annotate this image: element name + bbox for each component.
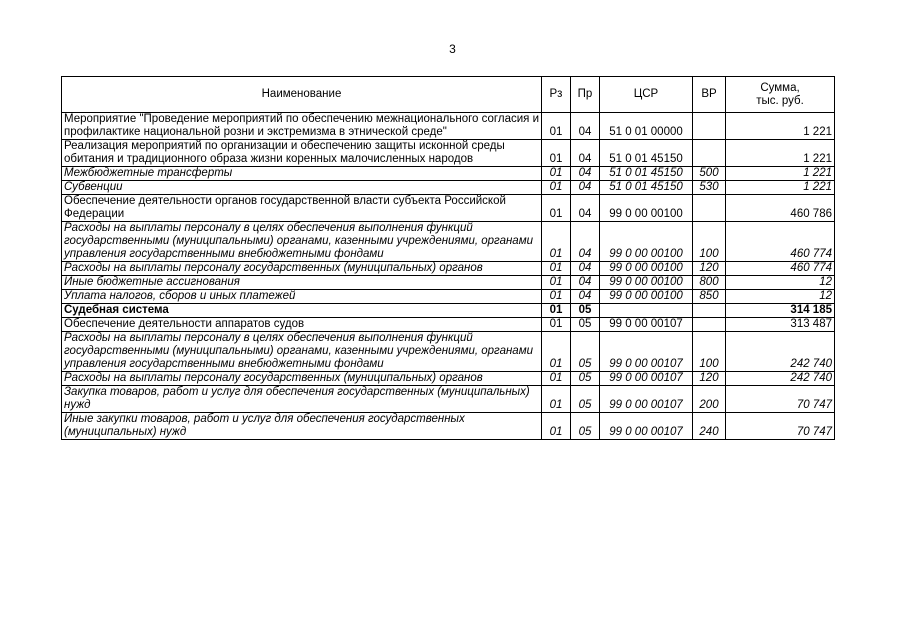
cell-rz: 01	[542, 304, 571, 318]
cell-name: Расходы на выплаты персоналу государственных (муниципальных) органов	[62, 372, 542, 386]
cell-pr: 04	[571, 195, 600, 222]
cell-sum: 242 740	[726, 372, 835, 386]
cell-rz: 01	[542, 386, 571, 413]
cell-rz: 01	[542, 413, 571, 440]
cell-rz: 01	[542, 262, 571, 276]
header-rz: Рз	[542, 77, 571, 113]
table-row	[62, 304, 835, 318]
cell-pr: 05	[571, 304, 600, 318]
cell-csr: 99 0 00 00100	[600, 262, 693, 276]
cell-vr: 850	[693, 290, 726, 304]
cell-rz: 01	[542, 181, 571, 195]
cell-rz: 01	[542, 167, 571, 181]
cell-pr: 05	[571, 332, 600, 372]
cell-sum: 460 774	[726, 222, 835, 262]
cell-sum: 242 740	[726, 332, 835, 372]
cell-csr: 99 0 00 00107	[600, 332, 693, 372]
table-row	[62, 140, 835, 167]
cell-rz: 01	[542, 113, 571, 140]
table-row	[62, 181, 835, 195]
cell-vr: 200	[693, 386, 726, 413]
cell-vr: 500	[693, 167, 726, 181]
cell-pr: 04	[571, 276, 600, 290]
table-row	[62, 113, 835, 140]
cell-csr: 99 0 00 00100	[600, 195, 693, 222]
header-vr: ВР	[693, 77, 726, 113]
cell-pr: 04	[571, 140, 600, 167]
cell-sum: 1 221	[726, 113, 835, 140]
cell-name: Обеспечение деятельности органов государственной власти субъекта Российской Федерации	[62, 195, 542, 222]
cell-name: Расходы на выплаты персоналу в целях обеспечения выполнения функций государственными (муниципальными) органами, казенными учреждениями, органами управления государственными внебюджетными фондами	[62, 332, 542, 372]
cell-vr	[693, 304, 726, 318]
table-row	[62, 195, 835, 222]
cell-pr: 04	[571, 262, 600, 276]
cell-rz: 01	[542, 290, 571, 304]
cell-pr: 04	[571, 113, 600, 140]
cell-sum: 70 747	[726, 386, 835, 413]
table-row	[62, 332, 835, 372]
table-row	[62, 167, 835, 181]
cell-name: Судебная система	[62, 304, 542, 318]
cell-pr: 05	[571, 318, 600, 332]
cell-sum: 313 487	[726, 318, 835, 332]
cell-vr: 100	[693, 332, 726, 372]
table-row	[62, 372, 835, 386]
cell-csr: 51 0 01 45150	[600, 167, 693, 181]
budget-table	[61, 76, 835, 440]
cell-csr: 99 0 00 00100	[600, 222, 693, 262]
cell-name: Межбюджетные трансферты	[62, 167, 542, 181]
cell-vr: 120	[693, 262, 726, 276]
cell-vr	[693, 318, 726, 332]
cell-vr: 240	[693, 413, 726, 440]
table-row	[62, 413, 835, 440]
cell-rz: 01	[542, 140, 571, 167]
cell-csr: 51 0 01 00000	[600, 113, 693, 140]
table-header-row	[62, 77, 835, 113]
cell-csr: 51 0 01 45150	[600, 181, 693, 195]
header-name: Наименование	[62, 77, 542, 113]
header-sum-line2: тыс. руб.	[756, 94, 804, 107]
table-body	[62, 113, 835, 440]
cell-vr	[693, 113, 726, 140]
cell-vr: 530	[693, 181, 726, 195]
cell-csr: 99 0 00 00107	[600, 386, 693, 413]
cell-csr: 99 0 00 00107	[600, 318, 693, 332]
cell-csr: 51 0 01 45150	[600, 140, 693, 167]
table-row	[62, 262, 835, 276]
cell-sum: 1 221	[726, 167, 835, 181]
cell-sum: 12	[726, 290, 835, 304]
cell-csr: 99 0 00 00100	[600, 276, 693, 290]
cell-sum: 1 221	[726, 140, 835, 167]
cell-rz: 01	[542, 372, 571, 386]
cell-vr: 100	[693, 222, 726, 262]
cell-name: Уплата налогов, сборов и иных платежей	[62, 290, 542, 304]
table-row	[62, 290, 835, 304]
cell-name: Субвенции	[62, 181, 542, 195]
cell-csr	[600, 304, 693, 318]
page-number: 3	[449, 42, 456, 56]
cell-sum: 1 221	[726, 181, 835, 195]
cell-name: Иные закупки товаров, работ и услуг для обеспечения государственных (муниципальных) нужд	[62, 413, 542, 440]
cell-name: Закупка товаров, работ и услуг для обеспечения государственных (муниципальных) нужд	[62, 386, 542, 413]
cell-csr: 99 0 00 00107	[600, 372, 693, 386]
cell-vr: 120	[693, 372, 726, 386]
cell-csr: 99 0 00 00100	[600, 290, 693, 304]
cell-sum: 314 185	[726, 304, 835, 318]
cell-sum: 70 747	[726, 413, 835, 440]
cell-pr: 05	[571, 372, 600, 386]
cell-pr: 04	[571, 290, 600, 304]
cell-pr: 04	[571, 167, 600, 181]
header-sum-line1: Сумма,	[760, 81, 800, 94]
cell-vr: 800	[693, 276, 726, 290]
cell-rz: 01	[542, 276, 571, 290]
cell-pr: 04	[571, 222, 600, 262]
cell-vr	[693, 140, 726, 167]
cell-name: Расходы на выплаты персоналу государственных (муниципальных) органов	[62, 262, 542, 276]
cell-sum: 460 774	[726, 262, 835, 276]
cell-name: Иные бюджетные ассигнования	[62, 276, 542, 290]
cell-name: Обеспечение деятельности аппаратов судов	[62, 318, 542, 332]
cell-pr: 05	[571, 413, 600, 440]
table-row	[62, 276, 835, 290]
cell-name: Реализация мероприятий по организации и обеспечению защиты исконной среды обитания и традиционного образа жизни коренных малочисленных народов	[62, 140, 542, 167]
cell-name: Расходы на выплаты персоналу в целях обеспечения выполнения функций государственными (муниципальными) органами, казенными учреждениями, органами управления государственными внебюджетными фондами	[62, 222, 542, 262]
cell-pr: 05	[571, 386, 600, 413]
cell-name: Мероприятие "Проведение мероприятий по обеспечению межнационального согласия и профилактике национальной розни и экстремизма в этнической среде"	[62, 113, 542, 140]
cell-rz: 01	[542, 195, 571, 222]
cell-vr	[693, 195, 726, 222]
header-csr: ЦСР	[600, 77, 693, 113]
table-row	[62, 386, 835, 413]
header-pr: Пр	[571, 77, 600, 113]
cell-sum: 460 786	[726, 195, 835, 222]
cell-rz: 01	[542, 332, 571, 372]
cell-csr: 99 0 00 00107	[600, 413, 693, 440]
table-row	[62, 318, 835, 332]
table-row	[62, 222, 835, 262]
cell-sum: 12	[726, 276, 835, 290]
cell-pr: 04	[571, 181, 600, 195]
header-sum	[726, 77, 835, 113]
cell-rz: 01	[542, 222, 571, 262]
cell-rz: 01	[542, 318, 571, 332]
